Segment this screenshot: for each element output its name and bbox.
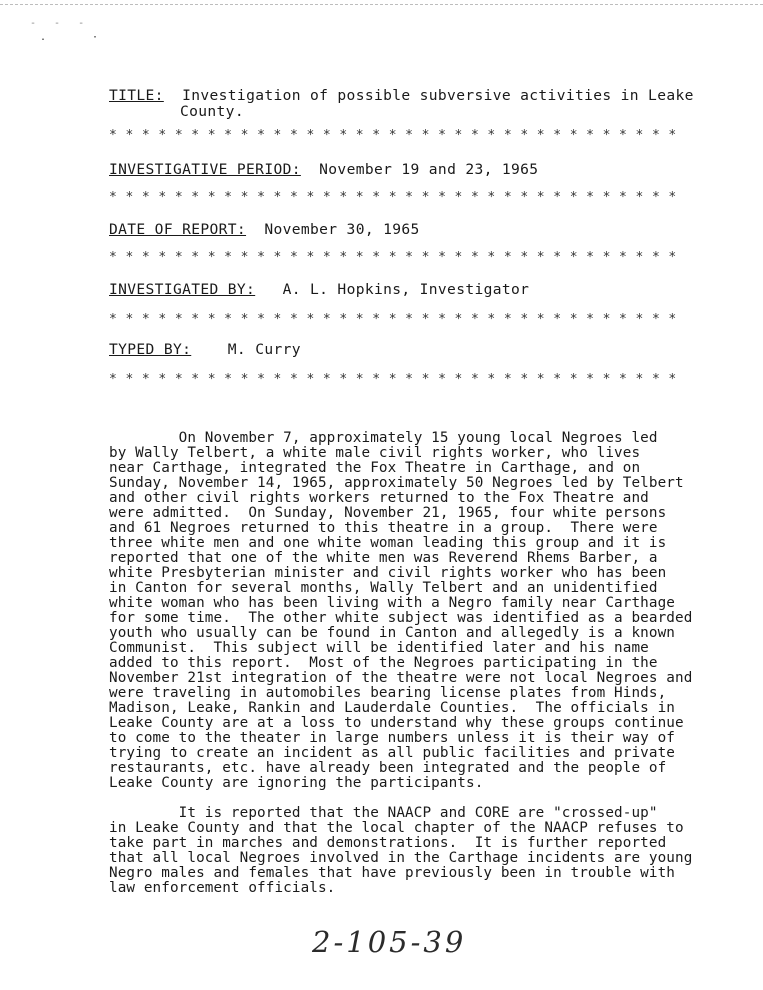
paragraph-line: were admitted. On Sunday, November 21, 1965, four white persons [109, 505, 667, 521]
paragraph-line: and other civil rights workers returned to the Fox Theatre and [109, 490, 649, 506]
title-line-2: County. [180, 103, 244, 120]
paragraph-line: take part in marches and demonstrations. It is further reported [109, 835, 667, 851]
investigator-value: A. L. Hopkins, Investigator [282, 281, 530, 298]
paragraph-line: reported that one of the white men was Reverend Rhems Barber, a [109, 550, 658, 566]
paragraph-line: to come to the theater in large numbers unless it is their way of [109, 730, 675, 746]
separator-1: * * * * * * * * * * * * * * * * * * * * * * * * * * * * * * * * * * * [109, 128, 677, 143]
paragraph-line: in Leake County and that the local chapter of the NAACP refuses to [109, 820, 684, 836]
separator-2: * * * * * * * * * * * * * * * * * * * * * * * * * * * * * * * * * * * [109, 190, 677, 205]
date-value: November 30, 1965 [264, 221, 420, 238]
paragraph-line: restaurants, etc. have already been integrated and the people of [109, 760, 667, 776]
body-paragraph-2 [109, 806, 719, 896]
period-label: INVESTIGATIVE PERIOD: [109, 161, 301, 178]
investigator-line [109, 282, 529, 297]
paragraph-line: added to this report. Most of the Negroes participating in the [109, 655, 658, 671]
scan-specks: - - - [30, 18, 91, 29]
period-value: November 19 and 23, 1965 [319, 161, 539, 178]
paragraph-line: trying to create an incident as all public facilities and private [109, 745, 675, 761]
typed-value: M. Curry [227, 341, 301, 358]
paragraph-line: and 61 Negroes returned to this theatre in a group. There were [109, 520, 658, 536]
title-line [109, 88, 694, 103]
separator-5: * * * * * * * * * * * * * * * * * * * * * * * * * * * * * * * * * * * [109, 372, 677, 387]
paragraph-line: Communist. This subject will be identified later and his name [109, 640, 649, 656]
body-paragraph-1 [109, 431, 719, 791]
typed-line [109, 342, 301, 357]
paragraph-line: Madison, Leake, Rankin and Lauderdale Counties. The officials in [109, 700, 675, 716]
paragraph-line: three white men and one white woman leading this group and it is [109, 535, 667, 551]
scan-edge-line [0, 4, 763, 5]
title-text: Investigation of possible subversive activities in Leake [182, 87, 694, 104]
separator-4: * * * * * * * * * * * * * * * * * * * * * * * * * * * * * * * * * * * [109, 312, 677, 327]
paragraph-line: November 21st integration of the theatre were not local Negroes and [109, 670, 693, 686]
paragraph-line: were traveling in automobiles bearing license plates from Hinds, [109, 685, 667, 701]
date-label: DATE OF REPORT: [109, 221, 247, 238]
paragraph-line: Leake County are at a loss to understand why these groups continue [109, 715, 684, 731]
paragraph-line: near Carthage, integrated the Fox Theatre in Carthage, and on [109, 460, 641, 476]
investigator-label: INVESTIGATED BY: [109, 281, 256, 298]
date-line [109, 222, 420, 237]
paragraph-line: white Presbyterian minister and civil rights worker who has been [109, 565, 667, 581]
paragraph-line: Negro males and females that have previously been in trouble with [109, 865, 675, 881]
paragraph-line: Leake County are ignoring the participants. [109, 775, 484, 791]
typed-label: TYPED BY: [109, 341, 192, 358]
scan-specks-lower: . · [40, 32, 119, 43]
paragraph-line: Sunday, November 14, 1965, approximately 50 Negroes led by Telbert [109, 475, 684, 491]
paragraph-line: white woman who has been living with a Negro family near Carthage [109, 595, 675, 611]
paragraph-line: youth who usually can be found in Canton and allegedly is a known [109, 625, 675, 641]
separator-3: * * * * * * * * * * * * * * * * * * * * * * * * * * * * * * * * * * * [109, 250, 677, 265]
paragraph-line: by Wally Telbert, a white male civil rights worker, who lives [109, 445, 641, 461]
period-line [109, 162, 538, 177]
paragraph-line: On November 7, approximately 15 young local Negroes led [109, 430, 658, 446]
paragraph-line: that all local Negroes involved in the Carthage incidents are young [109, 850, 693, 866]
paragraph-line: It is reported that the NAACP and CORE are "crossed-up" [109, 805, 658, 821]
paragraph-line: in Canton for several months, Wally Telbert and an unidentified [109, 580, 658, 596]
handwritten-file-number: 2-105-39 [312, 925, 467, 959]
paragraph-line: law enforcement officials. [109, 880, 336, 896]
paragraph-line: for some time. The other white subject was identified as a bearded [109, 610, 693, 626]
title-label: TITLE: [109, 87, 164, 104]
